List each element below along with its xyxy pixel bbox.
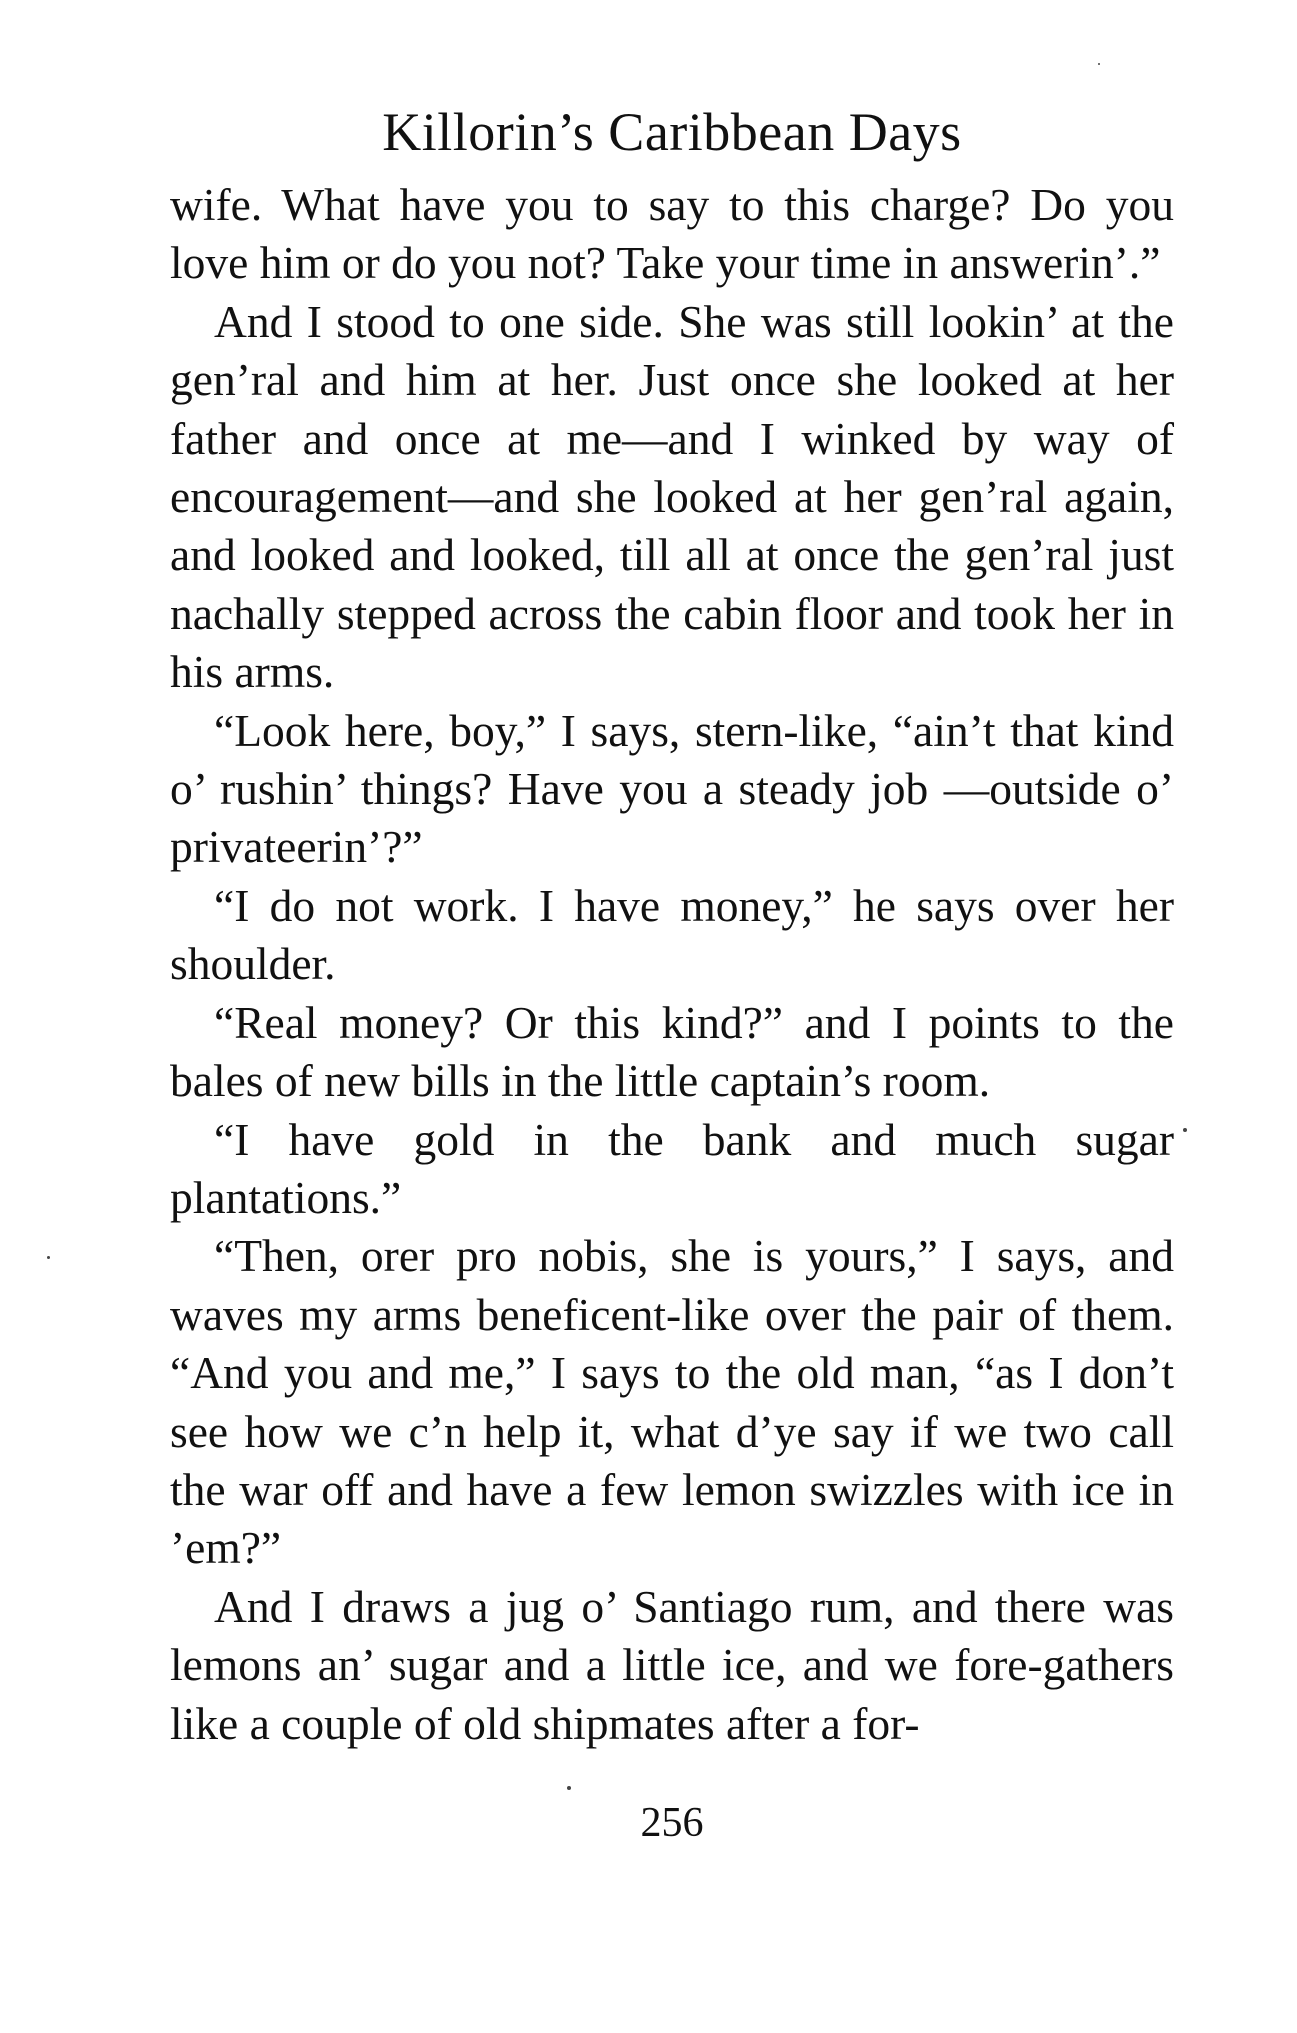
- paragraph: “I have gold in the bank and much sugar plantations.”: [170, 1113, 1174, 1223]
- scan-speck: [1183, 1128, 1187, 1132]
- paragraph: wife. What have you to say to this charge? Do you love him or do you not? Take your time in answerin’.”: [170, 179, 1174, 289]
- paragraph: “Real money? Or this kind?” and I points to the bales of new bills in the little captain’s room.: [170, 996, 1174, 1107]
- body-text: [170, 176, 1174, 1753]
- running-head: Killorin’s Caribbean Days: [382, 102, 962, 162]
- book-page: [170, 90, 1174, 1990]
- scan-speck: [47, 1256, 50, 1259]
- paragraph: And I draws a jug o’ Santiago rum, and there was lemons an’ sugar and a little ice, and we fore-gathers like a couple of old shipmates after a for-: [170, 1580, 1174, 1749]
- paragraph: “Then, orer pro nobis, she is yours,” I says, and waves my arms beneficent-like over the pair of them. “And you and me,” I says to the old man, “as I don’t see how we c’n help it, what d’ye say if we two call the war off and have a few lemon swizzles with ice in ’em?”: [170, 1230, 1174, 1574]
- page-number: 256: [640, 1800, 704, 1846]
- paragraph: And I stood to one side. She was still lookin’ at the gen’ral and him at her. Just once she looked at her father and once at me—and I winked by way of encouragement—and she looked at her gen’ral again, and looked and looked, till all at once the gen’ral just nachally stepped across the cabin floor and took her in his arms.: [170, 295, 1174, 698]
- scan-speck: [1098, 63, 1100, 65]
- paragraph: “I do not work. I have money,” he says over her shoulder.: [170, 879, 1174, 990]
- scan-speck: [567, 1786, 571, 1790]
- paragraph: “Look here, boy,” I says, stern-like, “ain’t that kind o’ rushin’ things? Have you a steady job —outside o’ privateerin’?”: [170, 704, 1174, 873]
